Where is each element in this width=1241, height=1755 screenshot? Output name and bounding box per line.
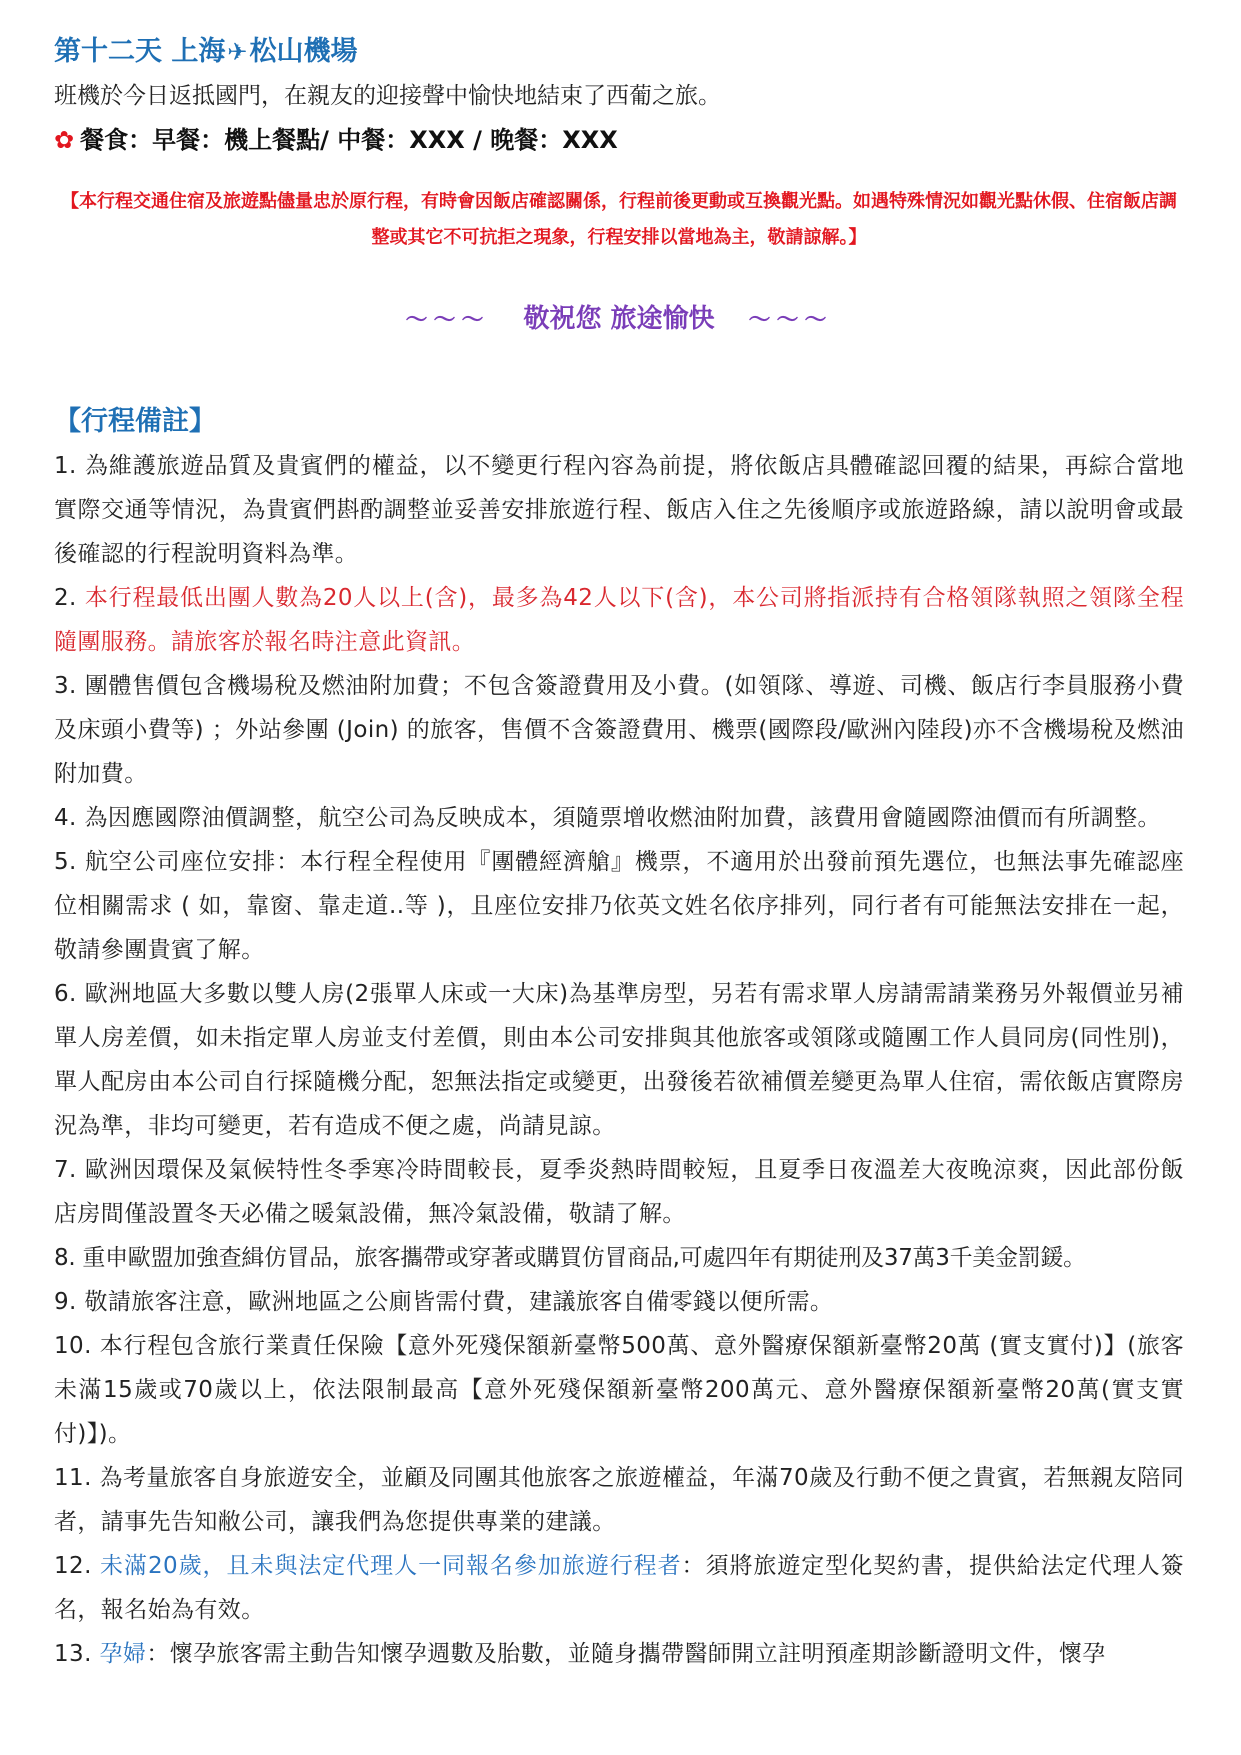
remark-number: 12.	[54, 1553, 92, 1579]
remark-item	[54, 1632, 1184, 1676]
remark-item	[54, 1280, 1184, 1324]
day-description: 班機於今日返抵國門，在親友的迎接聲中愉快地結束了西葡之旅。	[54, 83, 721, 109]
remark-highlight: 孕婦	[99, 1641, 147, 1667]
meals-line	[54, 118, 1184, 162]
day-title	[54, 30, 1184, 74]
remarks-list	[54, 444, 1184, 1676]
wish-tildes-left: ～～～	[405, 308, 490, 333]
remark-text: 歐洲地區大多數以雙人房(2張單人床或一大床)為基準房型，另若有需求單人房請需請業務另外報價並另補單人房差價，如未指定單人房並支付差價，則由本公司安排與其他旅客或領隊或隨團工作人員同房(同性別)，單人配房由本公司自行採隨機分配，恕無法指定或變更，出發後若欲補價差變更為單人住宿，需依飯店實際房況為準，非均可變更，若有造成不便之處，尚請見諒。	[54, 981, 1184, 1139]
remark-item	[54, 1236, 1184, 1280]
remark-number: 3.	[54, 673, 77, 699]
wish-tildes-right: ～～～	[748, 308, 833, 333]
remark-number: 8.	[54, 1245, 76, 1271]
remark-item	[54, 576, 1184, 664]
remark-text: 重申歐盟加強查緝仿冒品，旅客攜帶或穿著或購買仿冒商品,可處四年有期徒刑及37萬3千美金罰鍰。	[82, 1245, 1086, 1271]
meals-text: 餐食：早餐：機上餐點/ 中餐：XXX / 晚餐：XXX	[80, 126, 618, 154]
remark-number: 2.	[54, 585, 77, 611]
remark-text: 為維護旅遊品質及貴賓們的權益，以不變更行程內容為前提，將依飯店具體確認回覆的結果，再綜合當地實際交通等情況，為貴賓們斟酌調整並妥善安排旅遊行程、飯店入住之先後順序或旅遊路線，請以說明會或最後確認的行程說明資料為準。	[54, 453, 1184, 567]
remark-number: 11.	[54, 1465, 92, 1491]
airplane-icon: ✈	[227, 38, 248, 66]
remark-item	[54, 1544, 1184, 1632]
remark-item	[54, 1148, 1184, 1236]
remark-text: 為考量旅客自身旅遊安全，並顧及同團其他旅客之旅遊權益，年滿70歲及行動不便之貴賓，若無親友陪同者，請事先告知敝公司，讓我們為您提供專業的建議。	[54, 1465, 1184, 1535]
remark-number: 1.	[54, 453, 77, 479]
remark-number: 13.	[54, 1641, 92, 1667]
remark-text: 歐洲因環保及氣候特性冬季寒冷時間較長，夏季炎熱時間較短，且夏季日夜溫差大夜晚涼爽，因此部份飯店房間僅設置冬天必備之暖氣設備，無冷氣設備，敬請了解。	[54, 1157, 1184, 1227]
remark-item	[54, 1324, 1184, 1456]
itinerary-notice: 【本行程交通住宿及旅遊點儘量忠於原行程，有時會因飯店確認關係，行程前後更動或互換觀光點。如遇特殊情況如觀光點休假、住宿飯店調整或其它不可抗拒之現象，行程安排以當地為主，敬請諒解。】	[61, 191, 1177, 248]
remark-number: 5.	[54, 849, 77, 875]
remark-item	[54, 796, 1184, 840]
remark-text: 航空公司座位安排：本行程全程使用『團體經濟艙』機票，不適用於出發前預先選位，也無法事先確認座位相關需求 ( 如，靠窗、靠走道..等 )，且座位安排乃依英文姓名依序排列，同行者有可能無法安排在一起，敬請參團貴賓了解。	[54, 849, 1184, 963]
remark-text: 團體售價包含機場稅及燃油附加費；不包含簽證費用及小費。(如領隊、導遊、司機、飯店行李員服務小費及床頭小費等) ；外站參團 (Join) 的旅客，售價不含簽證費用、機票(國際段/歐洲內陸段)亦不含機場稅及燃油附加費。	[54, 673, 1184, 787]
remark-text: 本行程最低出團人數為20人以上(含)，最多為42人以下(含)，本公司將指派持有合格領隊執照之領隊全程隨團服務。請旅客於報名時注意此資訊。	[54, 585, 1184, 655]
remark-text: 敬請旅客注意，歐洲地區之公廁皆需付費，建議旅客自備零錢以便所需。	[84, 1289, 834, 1315]
remark-text: 本行程包含旅行業責任保險【意外死殘保額新臺幣500萬、意外醫療保額新臺幣20萬 (實支實付)】(旅客未滿15歲或70歲以上，依法限制最高【意外死殘保額新臺幣200萬元、意外醫療保額新臺幣20萬(實支實付)】)。	[54, 1333, 1184, 1447]
remark-number: 4.	[54, 805, 77, 831]
remark-number: 7.	[54, 1157, 77, 1183]
day-title-prefix: 第十二天 上海	[54, 36, 226, 67]
remark-item	[54, 664, 1184, 796]
best-wishes	[54, 294, 1184, 344]
wish-text: 敬祝您 旅途愉快	[523, 304, 715, 334]
remark-number: 10.	[54, 1333, 92, 1359]
remark-text: ：懷孕旅客需主動告知懷孕週數及胎數，並隨身攜帶醫師開立註明預產期診斷證明文件，懷孕	[146, 1641, 1106, 1667]
remark-text: ：須將旅遊定型化契約書，提供給法定代理人簽名，報名始為有效。	[54, 1553, 1184, 1623]
day-title-suffix: 松山機場	[249, 36, 358, 67]
remark-item	[54, 972, 1184, 1148]
remark-number: 9.	[54, 1289, 77, 1315]
remark-highlight: 未滿20歲，且未與法定代理人一同報名參加旅遊行程者	[100, 1553, 682, 1579]
itinerary-page	[54, 30, 1184, 1676]
remarks-title: 【行程備註】	[54, 406, 216, 437]
remark-item	[54, 444, 1184, 576]
remark-item	[54, 840, 1184, 972]
remark-text: 為因應國際油價調整，航空公司為反映成本，須隨票增收燃油附加費，該費用會隨國際油價而有所調整。	[84, 805, 1161, 831]
flower-icon: ✿	[54, 126, 75, 154]
remark-item	[54, 1456, 1184, 1544]
remark-number: 6.	[54, 981, 77, 1007]
